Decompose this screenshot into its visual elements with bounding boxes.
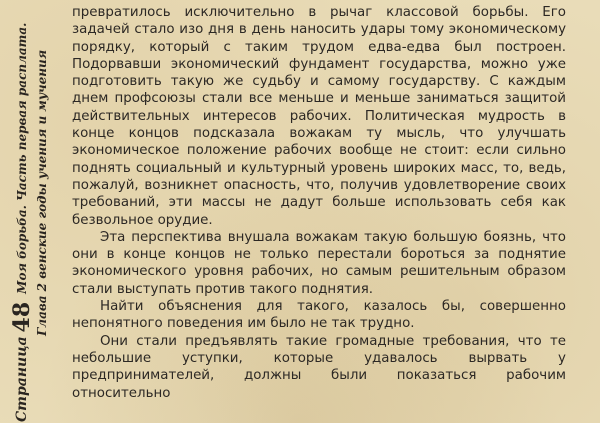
margin-header-row-1	[9, 2, 35, 422]
body-text	[72, 4, 566, 402]
book-title: Моя борьба. Часть первая расплата.	[15, 22, 29, 294]
paragraph-4: Они стали предъявлять такие громадные требования, что те небольшие уступки, которые удавалось вырвать у предпринимателей, должны были показаться рабочим относительно	[72, 333, 566, 401]
margin-header-row-2	[32, 2, 52, 422]
page-margin-header	[0, 0, 64, 423]
margin-header-text	[9, 2, 52, 422]
paragraph-2: Эта перспектива внушала вожакам такую большую боязнь, что они в конце концов не только перестали бороться за поднятие экономического уровня рабочих, но самым решительным образом стали выступать против такого поднятия.	[72, 229, 566, 297]
paragraph-1: превратилось исключительно в рычаг классовой борьбы. Его задачей стало изо дня в день наносить удары тому экономическому порядку, который с таким трудом едва-едва был построен. Подорвавши экономический фундамент государства, можно уже подготовить такую же судьбу и самому государству. С каждым днем профсоюзы стали все меньше и меньше заниматься защитой действительных интересов рабочих. Политическая мудрость в конце концов подсказала вожакам ту мысль, что улучшать экономическое положение рабочих вообще не стоит: если сильно поднять социальный и культурный уровень широких масс, то, ведь, пожалуй, возникнет опасность, что, получив удовлетворение своих требований, эти массы не дадут больше использовать себя как безвольное орудие.	[72, 5, 566, 228]
page-label: Страница	[14, 336, 30, 422]
paragraph-3: Найти объяснения для такого, казалось бы, совершенно непонятного поведения им было не так трудно.	[72, 299, 566, 332]
page-number: 48	[9, 301, 35, 333]
chapter-title: Глава 2 венские годы учения и мучения	[35, 49, 49, 336]
